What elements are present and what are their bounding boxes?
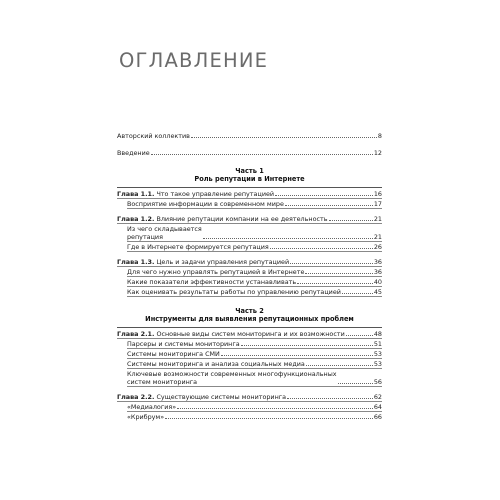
toc-entry-text: Ключевые возможности современных многофункциональных [127,370,337,378]
toc-section[interactable] [117,200,382,208]
toc-page-number: 40 [373,278,382,286]
toc-page-number: 48 [373,330,382,338]
toc-section[interactable] [117,288,382,296]
toc-section[interactable] [117,243,382,251]
toc-entry-text: Как оценивать результаты работы по управлению репутацией [127,288,341,296]
toc-page-number: 12 [373,149,382,157]
toc-page-number: 16 [373,190,382,198]
divider [117,266,382,267]
toc-page-number: 56 [373,378,382,386]
toc-page-number: 36 [373,268,382,276]
toc-chapter-2-1[interactable] [117,330,382,338]
toc-section[interactable] [117,278,382,286]
toc-entry-text: Авторский коллектив [117,132,190,140]
part-label: Часть 2 [235,307,264,315]
toc-entry-text: Системы мониторинга и анализа социальных медиа [127,360,305,368]
toc-page-number: 53 [373,350,382,358]
part-title: Роль репутации в Интернете [194,175,305,183]
divider [117,223,382,224]
page-title: ОГЛАВЛЕНИЕ [119,49,269,72]
divider [127,241,382,242]
toc-section[interactable] [117,225,382,241]
toc-page-number: 17 [373,200,382,208]
toc-section[interactable] [117,413,382,421]
toc-entry-text: Для чего нужно управлять репутацией в Интернете [127,268,305,276]
chapter-label: Глава 2.2. [117,393,155,401]
chapter-label: Глава 2.1. [117,330,155,338]
divider [117,338,382,339]
divider [127,368,382,369]
toc-entry-text: «Медиалогия» [127,403,177,411]
divider [117,187,382,188]
divider [117,327,382,328]
toc-entry-authors[interactable] [117,132,382,140]
toc-page-number: 64 [373,403,382,411]
divider [127,348,382,349]
toc-chapter-1-1[interactable] [117,190,382,198]
divider [117,401,382,402]
toc-page-number: 51 [373,340,382,348]
part-label: Часть 1 [235,167,264,175]
divider [127,386,382,387]
divider [127,286,382,287]
divider [127,358,382,359]
toc-chapter-1-3[interactable] [117,258,382,266]
toc-section[interactable] [117,350,382,358]
part-title: Инструменты для выявления репутационных проблем [145,315,354,323]
divider [117,198,382,199]
toc-entry-text: Из чего складывается [127,225,202,233]
toc-page-number: 66 [373,413,382,421]
toc-page-number: 21 [373,215,382,223]
toc-page-number: 26 [373,243,382,251]
toc-entry-text: Существующие системы мониторинга [156,393,287,401]
toc-section[interactable] [117,360,382,368]
toc-entry-text: репутация [127,233,163,241]
toc-entry-text: Парсеры и системы мониторинга [127,340,240,348]
toc-entry-text: систем мониторинга [127,378,198,386]
chapter-label: Глава 1.2. [117,215,155,223]
toc-entry-text: Основные виды систем мониторинга и их возможности [156,330,345,338]
divider [127,251,382,252]
toc-section[interactable] [117,268,382,276]
divider [127,208,382,209]
toc-chapter-2-2[interactable] [117,393,382,401]
table-of-contents [117,127,382,421]
toc-page-number: 62 [373,393,382,401]
toc-section[interactable] [117,403,382,411]
toc-section[interactable] [117,340,382,348]
divider [127,276,382,277]
toc-entry-text: «Крибрум» [127,413,165,421]
chapter-label: Глава 1.3. [117,258,155,266]
toc-page-number: 36 [373,258,382,266]
toc-chapter-1-2[interactable] [117,215,382,223]
toc-page-number: 53 [373,360,382,368]
toc-page-number: 45 [373,288,382,296]
toc-page-number: 8 [377,132,382,140]
toc-entry-text: Восприятие информации в современном мире [127,200,284,208]
chapter-label: Глава 1.1. [117,190,155,198]
toc-entry-text: Цель и задачи управления репутацией [156,258,290,266]
toc-entry-text: Что такое управление репутацией [156,190,275,198]
toc-entry-text: Где в Интернете формируется репутация [127,243,269,251]
toc-entry-text: Введение [117,149,150,157]
divider [127,296,382,297]
toc-page-number: 21 [373,233,382,241]
toc-entry-intro[interactable] [117,149,382,157]
toc-entry-text: Влияние репутации компании на ее деятельность [156,215,328,223]
toc-entry-text: Системы мониторинга СМИ [127,350,220,358]
divider [127,411,382,412]
toc-entry-text: Какие показатели эффективности устанавливать [127,278,297,286]
toc-section[interactable] [117,370,382,386]
